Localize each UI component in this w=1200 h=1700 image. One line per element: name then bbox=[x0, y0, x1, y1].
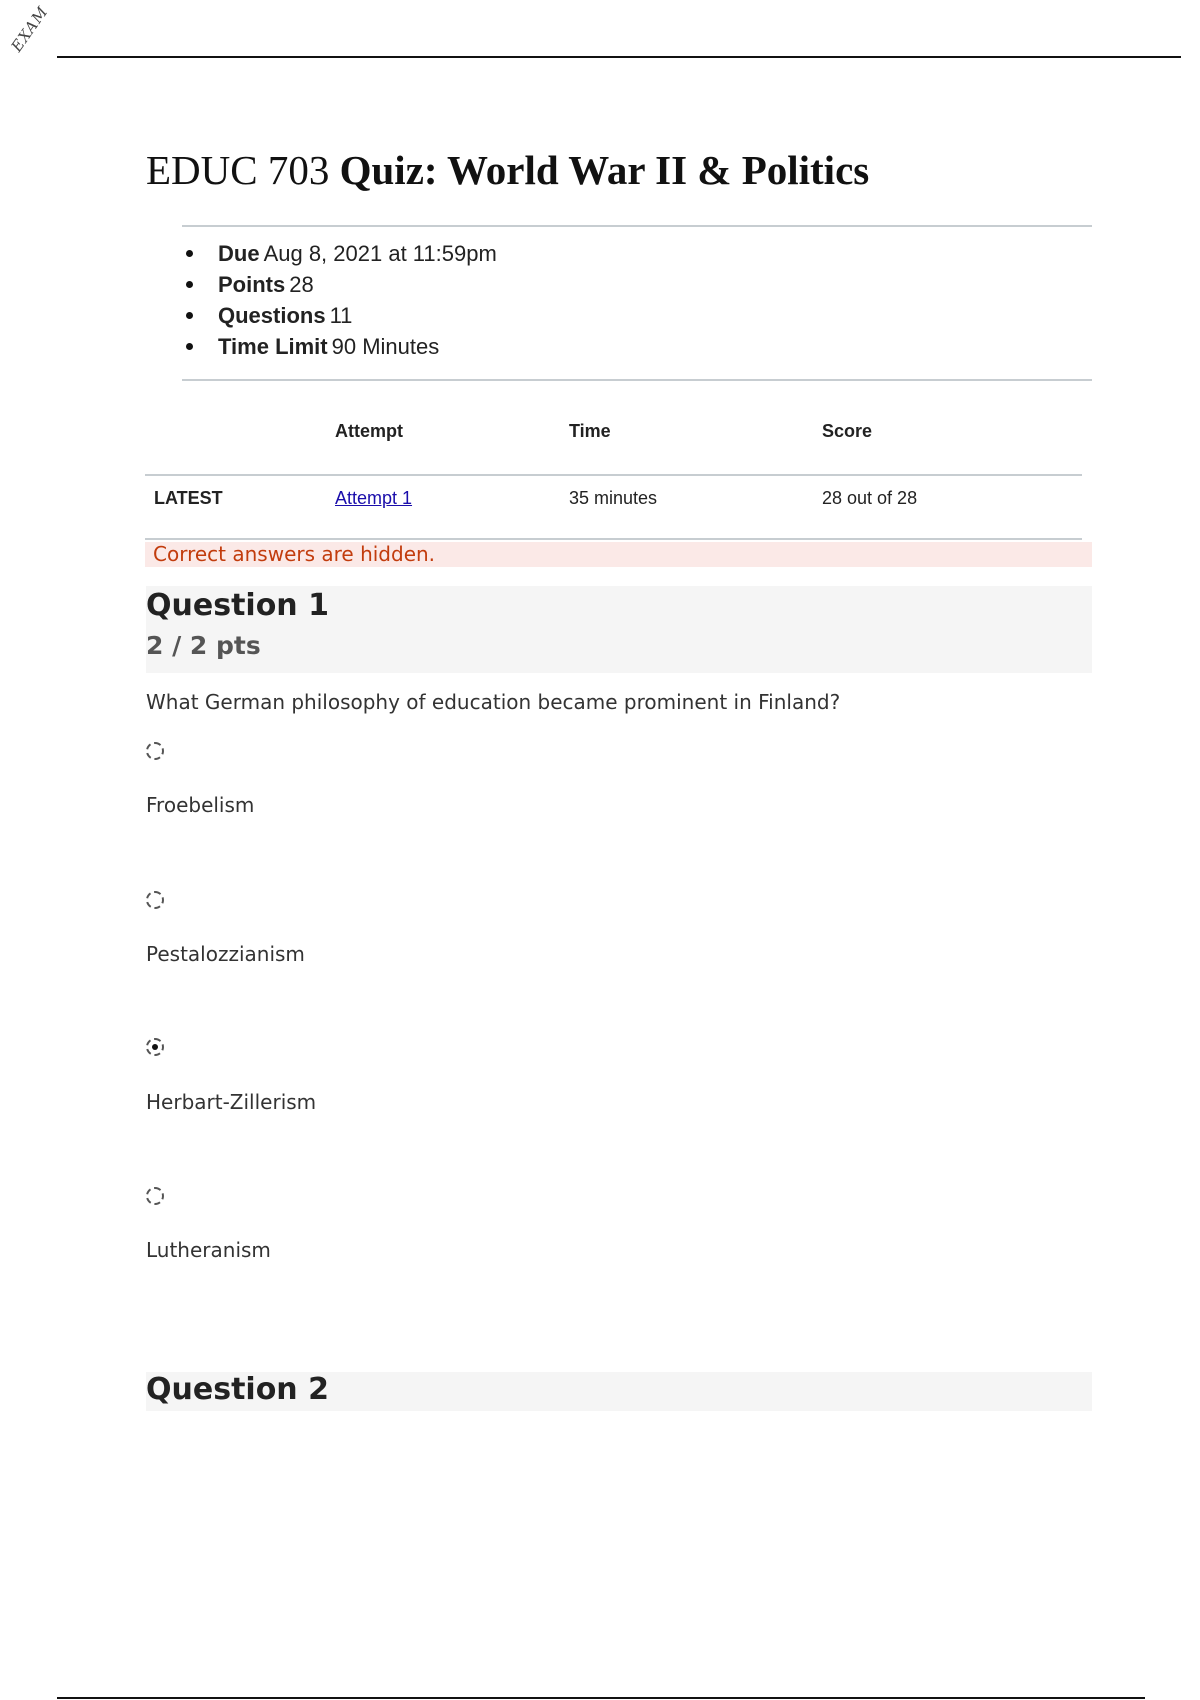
answer-label: Lutheranism bbox=[146, 1238, 271, 1262]
answer-radio-pestalozzianism[interactable] bbox=[146, 891, 164, 909]
answer-label: Froebelism bbox=[146, 793, 255, 817]
question-1-header bbox=[146, 586, 1092, 673]
attempt-score: 28 out of 28 bbox=[822, 488, 918, 508]
quiz-name: Quiz: World War II & Politics bbox=[339, 147, 870, 193]
table-rule bbox=[145, 538, 1082, 540]
header-time: Time bbox=[569, 421, 611, 441]
attempt-time: 35 minutes bbox=[569, 488, 658, 508]
divider bbox=[182, 379, 1092, 381]
detail-points: Points 28 bbox=[182, 269, 497, 300]
table-rule bbox=[145, 474, 1082, 476]
question-title: Question 1 bbox=[146, 588, 329, 623]
detail-time-limit: Time Limit 90 Minutes bbox=[182, 331, 497, 362]
header-attempt: Attempt bbox=[335, 421, 403, 441]
exam-watermark: EXAM bbox=[7, 2, 52, 56]
answer-radio-froebelism[interactable] bbox=[146, 742, 164, 760]
header-rule bbox=[57, 56, 1181, 58]
course-code: EDUC 703 bbox=[146, 147, 330, 193]
answer-label: Herbart-Zillerism bbox=[146, 1090, 317, 1114]
answer-radio-lutheranism[interactable] bbox=[146, 1187, 164, 1205]
answer-label: Pestalozzianism bbox=[146, 942, 305, 966]
detail-questions: Questions 11 bbox=[182, 300, 497, 331]
detail-due: Due Aug 8, 2021 at 11:59pm bbox=[182, 238, 497, 269]
page-title bbox=[146, 146, 869, 194]
answer-radio-herbart-zillerism[interactable] bbox=[146, 1038, 164, 1056]
row-label-latest: LATEST bbox=[154, 488, 223, 508]
header-score: Score bbox=[822, 421, 873, 441]
attempt-link[interactable]: Attempt 1 bbox=[335, 488, 413, 508]
quiz-details bbox=[182, 238, 497, 362]
divider bbox=[182, 225, 1092, 227]
question-2-header bbox=[146, 1372, 1092, 1411]
footer-rule bbox=[57, 1697, 1145, 1699]
question-title: Question 2 bbox=[146, 1372, 329, 1407]
question-points: 2 / 2 pts bbox=[146, 631, 261, 660]
question-text: What German philosophy of education became prominent in Finland? bbox=[146, 690, 841, 714]
answers-hidden-notice: Correct answers are hidden. bbox=[145, 542, 1092, 567]
